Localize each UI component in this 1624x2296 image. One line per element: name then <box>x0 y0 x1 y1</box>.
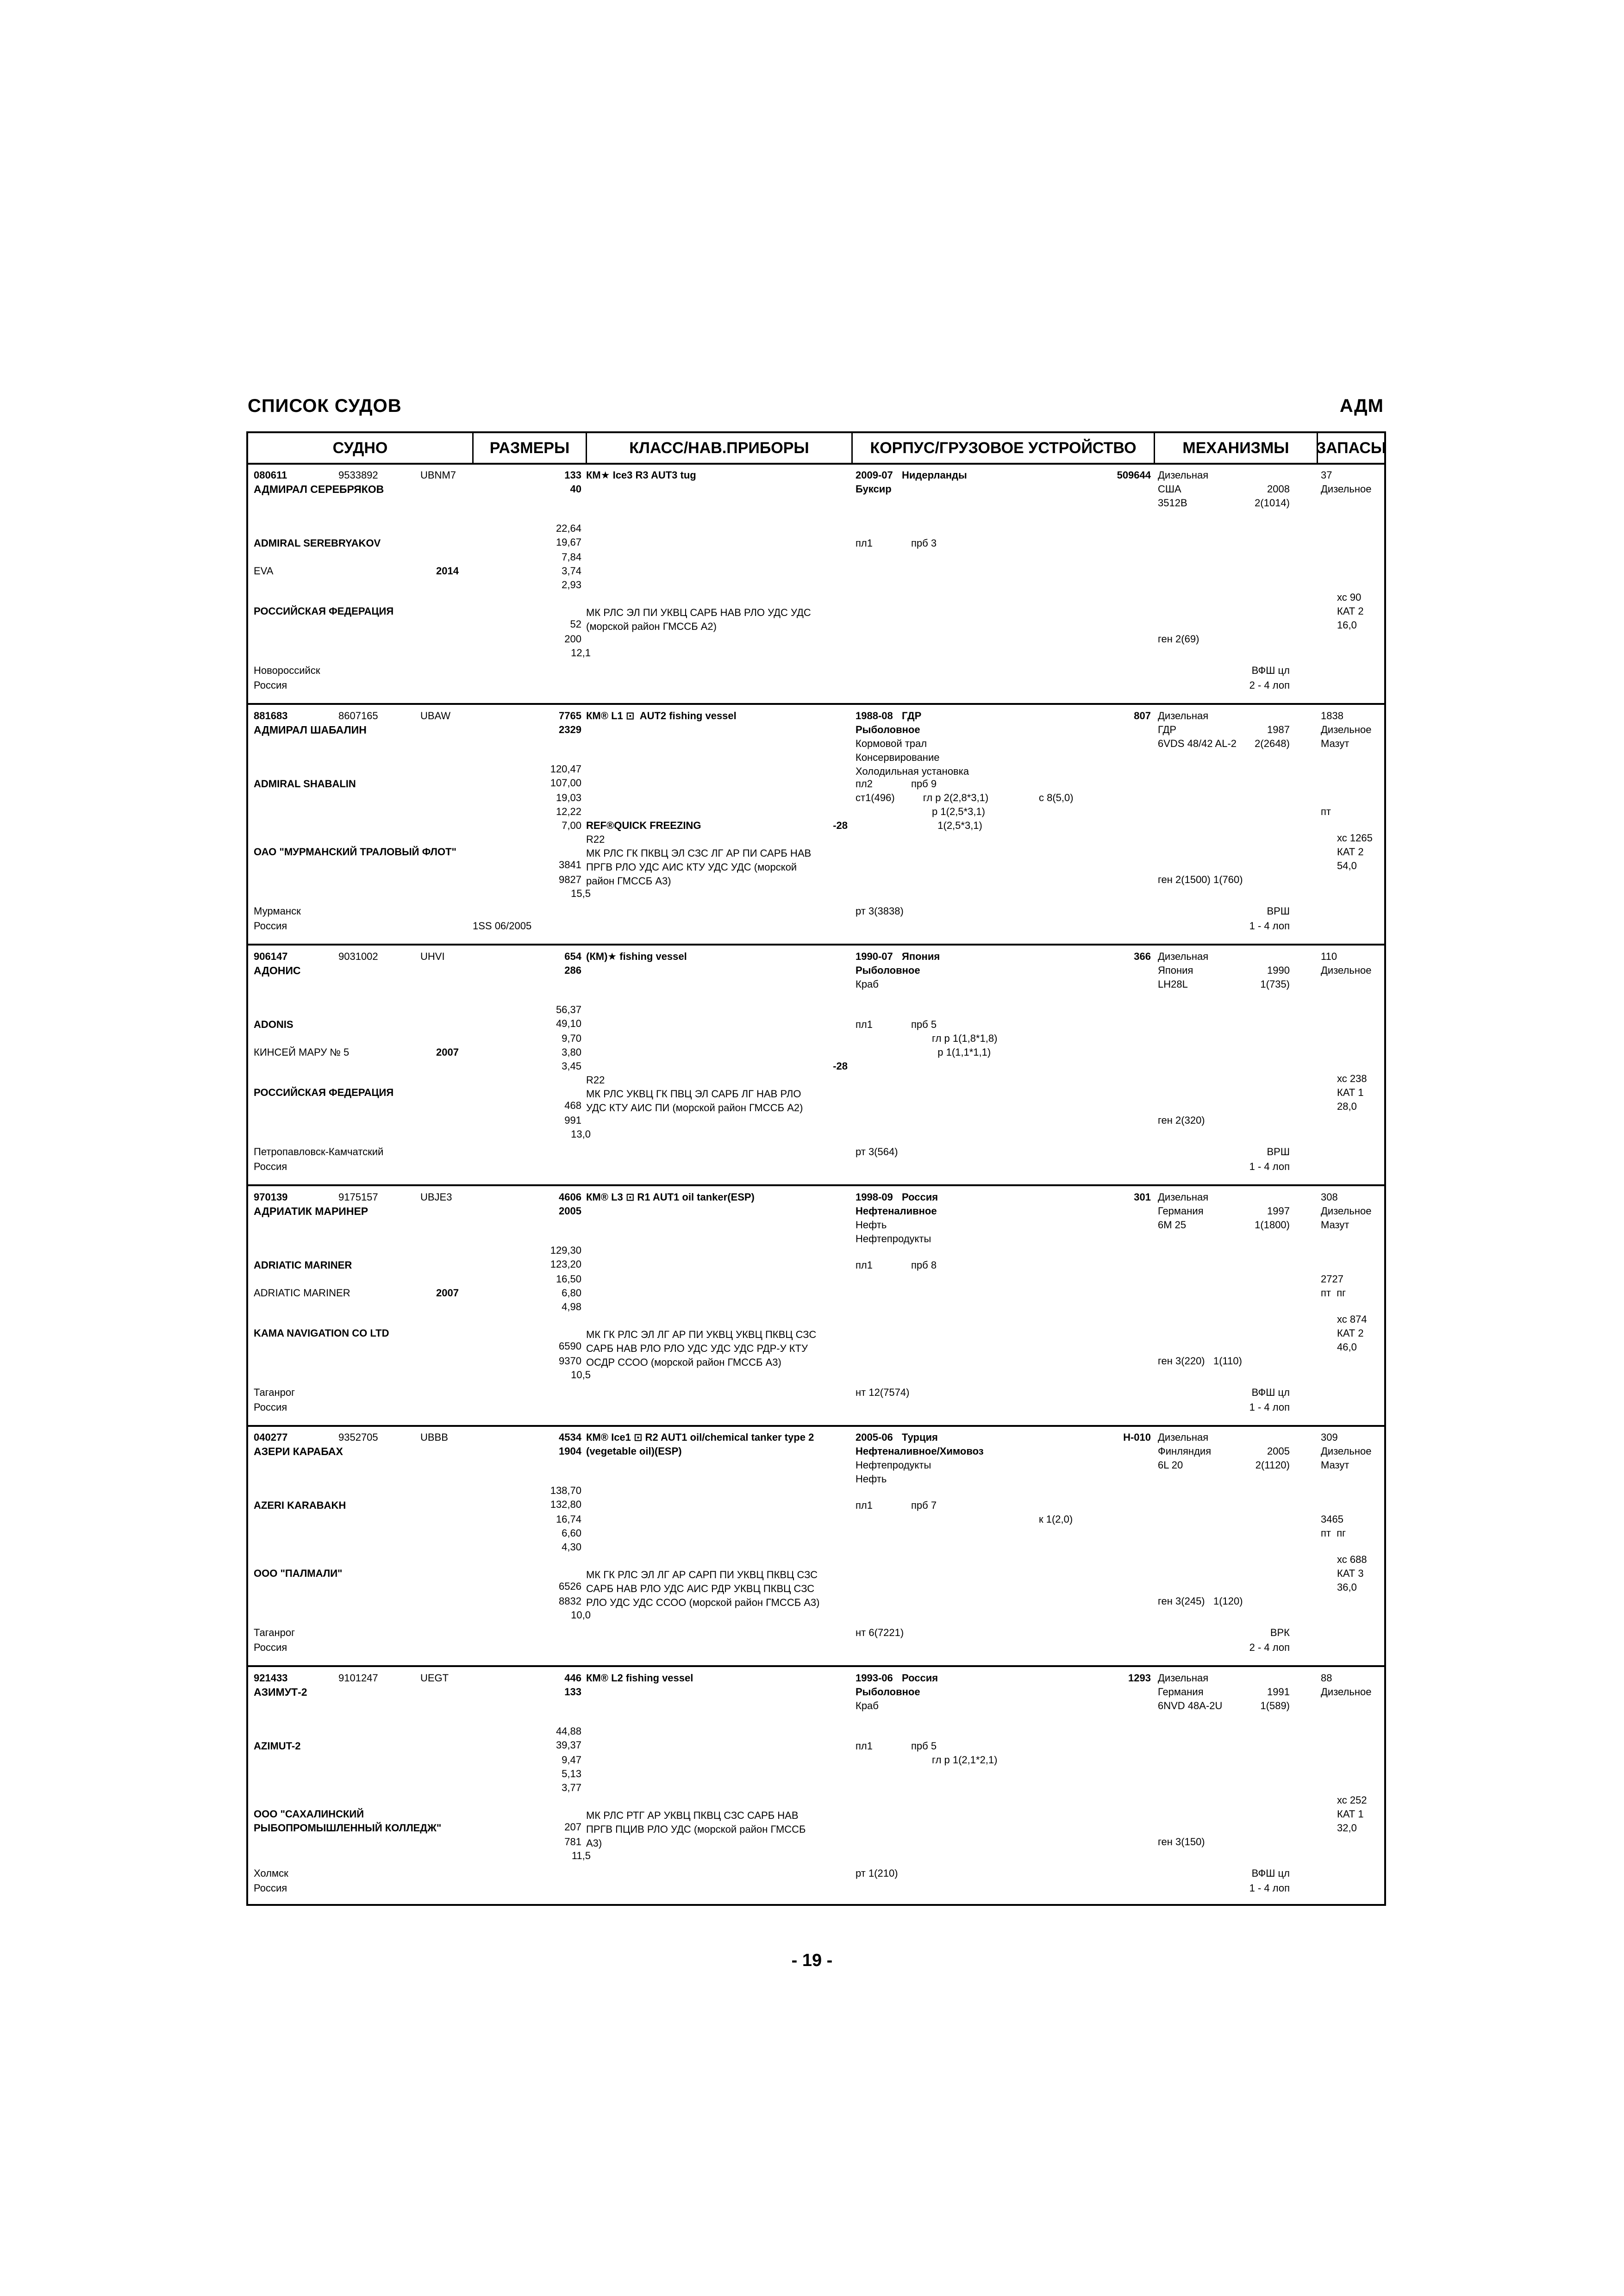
ship-engine-year: 2008 <box>1267 483 1290 495</box>
ship-propeller: ВРШ <box>1267 905 1290 917</box>
ship-former-name: EVA <box>254 565 274 577</box>
ship-dimension: 7,00 <box>562 820 581 831</box>
ship-port: Новороссийск <box>254 665 320 676</box>
ship-dimension: 2,93 <box>562 579 581 591</box>
ship-name-lat: ADRIATIC MARINER <box>254 1259 352 1271</box>
ship-dimension: 56,37 <box>556 1004 581 1015</box>
ship-xs: хс 1265 <box>1337 832 1373 844</box>
ship-owner: ООО "ПАЛМАЛИ" <box>254 1568 343 1579</box>
ship-propeller: ВФШ цл <box>1251 1387 1290 1398</box>
ship-engine-kind: Дизельная <box>1158 951 1209 962</box>
ship-hull-bottom: нт 12(7574) <box>856 1387 910 1398</box>
ship-builder-country: Турция <box>902 1431 938 1443</box>
ship-type: Нефтеналивное/Химовоз <box>856 1445 984 1457</box>
ship-dw: 468 <box>564 1100 581 1111</box>
ship-dimension: 3,80 <box>562 1046 581 1058</box>
ship-generators: ген 2(69) <box>1158 633 1199 645</box>
ship-type: Нефтеналивное <box>856 1205 937 1217</box>
ship-hull1: пл1 <box>856 1500 873 1511</box>
ship-nav: МК РЛС ЭЛ ПИ УКВЦ САРБ НАВ РЛО УДС УДС (морской район ГМССБ А2) <box>586 607 811 632</box>
ship-dw: 6526 <box>559 1580 581 1592</box>
ship-country: Россия <box>254 920 287 932</box>
ship-nt: 40 <box>570 483 581 495</box>
ship-engine-kind: Дизельная <box>1158 1191 1209 1203</box>
ship-disp: 9370 <box>559 1355 581 1367</box>
page-code: АДМ <box>1339 396 1384 416</box>
ship-name-ru: АДОНИС <box>254 964 301 977</box>
ship-hull-detail: гл р 1(1,8*1,8) р 1(1,1*1,1) <box>932 1033 998 1058</box>
ship-kat-val: 32,0 <box>1337 1822 1357 1834</box>
ship-engine-country: Финляндия <box>1158 1445 1212 1457</box>
ship-fuel-qty: 2727 <box>1321 1273 1343 1285</box>
ship-speed: 12,1 <box>571 647 591 659</box>
column-header-vessel: СУДНО <box>248 433 474 463</box>
ship-dimension: 123,20 <box>550 1258 581 1270</box>
ship-yard-no: 366 <box>1134 951 1151 962</box>
ship-hull1: пл1 <box>856 1740 873 1752</box>
ship-nt: 2005 <box>559 1205 581 1217</box>
ship-type-extra: Нефтепродукты Нефть <box>856 1459 931 1485</box>
ship-hull-bottom: рт 3(3838) <box>856 905 904 917</box>
ship-record <box>248 1187 1384 1426</box>
ship-port: Таганрог <box>254 1387 295 1398</box>
ship-port: Холмск <box>254 1867 288 1879</box>
ship-port: Петропавловск-Камчатский <box>254 1146 384 1157</box>
ship-speed: 13,0 <box>571 1128 591 1140</box>
ship-imo: 8607165 <box>338 710 378 722</box>
ship-gt: 4606 <box>559 1191 581 1203</box>
ship-build: 1990-07 <box>856 951 893 962</box>
ship-yard-no: 1293 <box>1128 1672 1151 1684</box>
ship-speed: 15,5 <box>571 888 591 899</box>
ship-hull-right: с 8(5,0) <box>1039 792 1074 803</box>
ship-gt: 446 <box>564 1672 581 1684</box>
column-header-class: КЛАСС/НАВ.ПРИБОРЫ <box>587 433 853 463</box>
ship-builder-country: Нидерланды <box>902 469 967 481</box>
ship-name-ru: АЗЕРИ КАРАБАХ <box>254 1445 343 1457</box>
ship-engine-power: 1(735) <box>1260 978 1290 990</box>
ship-record <box>248 946 1384 1185</box>
ship-callsign: UBBB <box>420 1431 448 1443</box>
ship-fuel: Дизельное <box>1321 483 1372 495</box>
ship-build: 2009-07 <box>856 469 893 481</box>
ship-fuel: Дизельное <box>1321 964 1372 976</box>
ship-engine-model: 3512B <box>1158 497 1187 509</box>
ship-kat: КАТ 3 <box>1337 1568 1364 1579</box>
ship-engine-power: 1(589) <box>1260 1700 1290 1711</box>
ship-name-ru: АДМИРАЛ ШАБАЛИН <box>254 724 367 736</box>
ship-gt: 4534 <box>559 1431 581 1443</box>
ship-reg: 881683 <box>254 710 288 722</box>
ship-type-extra: Кормовой трал Консервирование Холодильная установка <box>856 738 969 777</box>
ship-hull-bottom: рт 3(564) <box>856 1146 898 1157</box>
ship-callsign: UBAW <box>420 710 451 722</box>
ship-dimension: 132,80 <box>550 1499 581 1510</box>
ship-callsign: UHVI <box>420 951 445 962</box>
ship-nav: МК РЛС РТГ АР УКВЦ ПКВЦ СЗС САРБ НАВ ПРГВ ПЦИВ РЛО УДС (морской район ГМССБ А3) <box>586 1810 806 1849</box>
ship-reg: 040277 <box>254 1431 288 1443</box>
ship-blades: 2 - 4 лоп <box>1249 1642 1290 1653</box>
ship-nt: 286 <box>564 964 581 976</box>
ship-disp: 991 <box>564 1114 581 1126</box>
ship-dw: 52 <box>570 618 581 630</box>
ship-name-ru: АДРИАТИК МАРИНЕР <box>254 1205 369 1217</box>
ship-generators: ген 2(1500) 1(760) <box>1158 874 1243 885</box>
ship-region: R22 <box>586 834 605 845</box>
ship-speed: 10,5 <box>571 1369 591 1381</box>
ship-engine-model: 6L 20 <box>1158 1459 1183 1471</box>
ship-engine-country: Германия <box>1158 1686 1204 1698</box>
ship-builder-country: ГДР <box>902 710 922 722</box>
ship-dimension: 3,45 <box>562 1060 581 1072</box>
ship-gt: 133 <box>564 469 581 481</box>
ship-record <box>248 1668 1384 1907</box>
record-divider <box>248 703 1384 705</box>
ship-former-name: ADRIATIC MARINER <box>254 1287 350 1299</box>
ship-class: КМ® L2 fishing vessel <box>586 1672 693 1684</box>
ship-blades: 1 - 4 лоп <box>1249 1161 1290 1172</box>
ship-class: (КМ)★ fishing vessel <box>586 951 687 962</box>
ship-dimension: 3,77 <box>562 1782 581 1793</box>
ship-hull-bottom: нт 6(7221) <box>856 1627 904 1638</box>
ship-dimension: 129,30 <box>550 1244 581 1256</box>
ship-engine-power: 2(1120) <box>1255 1459 1290 1471</box>
ship-gt: 654 <box>564 951 581 962</box>
ship-class: КМ® L3 ⊡ R1 AUT1 oil tanker(ESP) <box>586 1191 755 1203</box>
ship-nav: МК ГК РЛС ЭЛ ЛГ АР САРП ПИ УКВЦ ПКВЦ СЗС САРБ НАВ РЛО УДС АИС РДР УКВЦ ПКВЦ СЗС РЛО УДС УДС ССОО (морской район ГМССБ А3) <box>586 1569 820 1608</box>
ship-crew: 37 <box>1321 469 1332 481</box>
ship-hull1b: прб 3 <box>911 537 937 549</box>
ship-hull-right: к 1(2,0) <box>1039 1513 1073 1525</box>
ship-engine-kind: Дизельная <box>1158 1431 1209 1443</box>
ship-dimension: 7,84 <box>562 551 581 563</box>
ship-propeller: ВРК <box>1270 1627 1290 1638</box>
ship-fuel: Дизельное <box>1321 1205 1372 1217</box>
ship-propeller: ВФШ цл <box>1251 1867 1290 1879</box>
ship-build: 2005-06 <box>856 1431 893 1443</box>
ship-class: КМ® Ice1 ⊡ R2 AUT1 oil/chemical tanker type 2 (vegetable oil)(ESP) <box>586 1431 814 1457</box>
ship-dimension: 16,74 <box>556 1513 581 1525</box>
ship-pt: пт пг <box>1321 1287 1346 1299</box>
ship-owner: KAMA NAVIGATION CO LTD <box>254 1327 389 1339</box>
ship-callsign: UEGT <box>420 1672 449 1684</box>
ship-xs: хс 874 <box>1337 1313 1367 1325</box>
ship-type-extra: Краб <box>856 1700 879 1711</box>
ship-disp: 200 <box>564 633 581 645</box>
ship-country: Россия <box>254 1642 287 1653</box>
ship-generators: ген 2(320) <box>1158 1114 1205 1126</box>
ship-former-year: 2007 <box>436 1287 459 1299</box>
ship-hull1b: прб 7 <box>911 1500 937 1511</box>
ship-kat-val: 36,0 <box>1337 1581 1357 1593</box>
ship-country: Россия <box>254 1401 287 1413</box>
ship-xs: хс 688 <box>1337 1554 1367 1565</box>
ship-record <box>248 1427 1384 1666</box>
ship-fuel: Дизельное <box>1321 1686 1372 1698</box>
ship-speed: 10,0 <box>571 1609 591 1621</box>
ship-fuel-qty: 3465 <box>1321 1513 1343 1525</box>
record-divider <box>248 944 1384 946</box>
ship-table <box>246 431 1386 1906</box>
ship-yard-no: 301 <box>1134 1191 1151 1203</box>
ship-engine-kind: Дизельная <box>1158 1672 1209 1684</box>
ship-disp: 781 <box>564 1836 581 1848</box>
ship-type-extra: Краб <box>856 978 879 990</box>
ship-builder-country: Япония <box>902 951 940 962</box>
ship-kat-val: 28,0 <box>1337 1101 1357 1112</box>
ship-former-year: 2007 <box>436 1046 459 1058</box>
ship-hull1b: прб 8 <box>911 1259 937 1271</box>
ship-former-name: КИНСЕЙ МАРУ № 5 <box>254 1046 350 1058</box>
ship-engine-model: LH28L <box>1158 978 1188 990</box>
ship-name-lat: ADONIS <box>254 1019 294 1030</box>
ship-dimension: 39,37 <box>556 1739 581 1751</box>
ship-yard-no: H-010 <box>1123 1431 1151 1443</box>
ship-engine-kind: Дизельная <box>1158 710 1209 722</box>
ship-region: R22 <box>586 1074 605 1086</box>
ship-generators: ген 3(220) 1(110) <box>1158 1355 1242 1367</box>
ship-kat-val: 54,0 <box>1337 860 1357 871</box>
ship-engine-country: Япония <box>1158 964 1193 976</box>
ship-crew: 309 <box>1321 1431 1338 1443</box>
ship-engine-year: 1991 <box>1267 1686 1290 1698</box>
ship-nav: МК РЛС УКВЦ ГК ПВЦ ЭЛ САРБ ЛГ НАВ РЛО УДС КТУ АИС ПИ (морской район ГМССБ А2) <box>586 1088 803 1114</box>
ship-hull1: пл1 <box>856 1019 873 1030</box>
ship-name-lat: AZIMUT-2 <box>254 1740 301 1752</box>
ship-dimension: 107,00 <box>550 777 581 789</box>
ship-yard-no: 509644 <box>1117 469 1151 481</box>
ship-country: Россия <box>254 1161 287 1172</box>
record-divider <box>248 1665 1384 1667</box>
ship-kat-val: 46,0 <box>1337 1341 1357 1353</box>
ship-kat: КАТ 2 <box>1337 846 1364 858</box>
ship-crew: 88 <box>1321 1672 1332 1684</box>
column-header-machinery: МЕХАНИЗМЫ <box>1155 433 1318 463</box>
ship-nt: 2329 <box>559 724 581 735</box>
ship-port: Таганрог <box>254 1627 295 1638</box>
ship-fuel2: Мазут <box>1321 1219 1349 1231</box>
ship-type: Рыболовное <box>856 724 920 735</box>
ship-crew: 110 <box>1321 951 1337 962</box>
ship-reg: 080611 <box>254 469 287 481</box>
ship-hull-bottom: рт 1(210) <box>856 1867 898 1879</box>
ship-name-ru: АЗИМУТ-2 <box>254 1686 307 1698</box>
ship-propeller: ВФШ цл <box>1251 665 1290 676</box>
ship-owner: ОАО "МУРМАНСКИЙ ТРАЛОВЫЙ ФЛОТ" <box>254 846 456 858</box>
page-title: СПИСОК СУДОВ <box>248 396 402 416</box>
ship-dimension: 6,80 <box>562 1287 581 1299</box>
ship-hull1b: прб 5 <box>911 1019 937 1030</box>
ship-dimension: 5,13 <box>562 1768 581 1780</box>
ship-dimension: 16,50 <box>556 1273 581 1285</box>
ship-gt: 7765 <box>559 710 581 722</box>
ship-record <box>248 705 1384 945</box>
ship-type-extra: Нефть Нефтепродукты <box>856 1219 931 1244</box>
ship-engine-model: 6NVD 48A-2U <box>1158 1700 1223 1711</box>
ship-engine-power: 2(1014) <box>1255 497 1290 509</box>
ship-nav: МК РЛС ГК ПКВЦ ЭЛ СЗС ЛГ АР ПИ САРБ НАВ ПРГВ РЛО УДС АИС КТУ УДС УДС (морской район ГМССБ А3) <box>586 847 812 887</box>
ship-blades: 1 - 4 лоп <box>1249 920 1290 932</box>
ship-name-lat: ADMIRAL SEREBRYAKOV <box>254 537 381 549</box>
ship-blades: 1 - 4 лоп <box>1249 1882 1290 1894</box>
ship-engine-country: Германия <box>1158 1205 1204 1217</box>
ship-port: Мурманск <box>254 905 301 917</box>
ship-xs: хс 252 <box>1337 1794 1367 1806</box>
ship-ice-temp: -28 <box>833 1060 848 1072</box>
ship-propeller: ВРШ <box>1267 1146 1290 1157</box>
ship-engine-year: 1990 <box>1267 964 1290 976</box>
ship-xs: хс 238 <box>1337 1073 1367 1084</box>
ship-pt: пт <box>1321 806 1331 817</box>
ship-callsign: UBJE3 <box>420 1191 452 1203</box>
column-header-hull: КОРПУС/ГРУЗОВОЕ УСТРОЙСТВО <box>853 433 1155 463</box>
ship-build: 1998-09 <box>856 1191 893 1203</box>
ship-crew: 1838 <box>1321 710 1343 722</box>
ship-blades: 1 - 4 лоп <box>1249 1401 1290 1413</box>
ship-dimension: 22,64 <box>556 523 581 534</box>
ship-imo: 9352705 <box>338 1431 378 1443</box>
ship-refclass: REF®QUICK FREEZING <box>586 820 701 831</box>
ship-owner: РОССИЙСКАЯ ФЕДЕРАЦИЯ <box>254 1087 394 1098</box>
ship-dimension: 9,70 <box>562 1033 581 1044</box>
ship-dw: 3841 <box>559 859 581 871</box>
ship-name-lat: ADMIRAL SHABALIN <box>254 778 356 790</box>
ship-hull1: пл1 <box>856 537 873 549</box>
ship-reg: 921433 <box>254 1672 288 1684</box>
ship-dimension: 6,60 <box>562 1527 581 1539</box>
ship-type: Рыболовное <box>856 964 920 976</box>
ship-class: КМ★ Ice3 R3 AUT3 tug <box>586 469 696 481</box>
ship-engine-year: 2005 <box>1267 1445 1290 1457</box>
ship-fuel: Дизельное <box>1321 724 1372 735</box>
ship-dimension: 4,98 <box>562 1301 581 1313</box>
ship-disp: 9827 <box>559 874 581 885</box>
ship-engine-year: 1997 <box>1267 1205 1290 1217</box>
page-number: - 19 - <box>791 1951 833 1970</box>
ship-engine-power: 2(2648) <box>1255 738 1290 749</box>
ship-fuel2: Мазут <box>1321 738 1349 749</box>
ship-engine-model: 6M 25 <box>1158 1219 1187 1231</box>
ship-dimension: 9,47 <box>562 1754 581 1766</box>
ship-nt: 133 <box>564 1686 581 1698</box>
ship-engine-country: США <box>1158 483 1181 495</box>
ship-dimension: 49,10 <box>556 1018 581 1029</box>
ship-dimension: 120,47 <box>550 763 581 775</box>
ship-former-year: 2014 <box>436 565 459 577</box>
column-header-stores: ЗАПАСЫ <box>1316 439 1387 457</box>
record-divider <box>248 1184 1384 1186</box>
ship-pt: пт пг <box>1321 1527 1346 1539</box>
ship-hull1: пл1 <box>856 1259 873 1271</box>
ship-hull1b: прб 5 <box>911 1740 937 1752</box>
ship-xs: хс 90 <box>1337 591 1362 603</box>
ship-ice-temp: -28 <box>833 820 848 831</box>
ship-generators: ген 3(150) <box>1158 1836 1205 1848</box>
ship-type: Буксир <box>856 483 892 495</box>
ship-crew: 308 <box>1321 1191 1338 1203</box>
ship-build: 1993-06 <box>856 1672 893 1684</box>
ship-dimension: 44,88 <box>556 1725 581 1737</box>
ship-country: Россия <box>254 679 287 691</box>
ship-kat: КАТ 2 <box>1337 605 1364 617</box>
ship-dimension: 3,74 <box>562 565 581 577</box>
ship-dimension: 4,30 <box>562 1541 581 1553</box>
ship-blades: 2 - 4 лоп <box>1249 679 1290 691</box>
column-header-dimensions: РАЗМЕРЫ <box>474 433 587 463</box>
ship-kat: КАТ 1 <box>1337 1808 1364 1820</box>
ship-country: Россия <box>254 1882 287 1894</box>
ship-dimension: 12,22 <box>556 806 581 817</box>
ship-owner: ООО "САХАЛИНСКИЙ РЫБОПРОМЫШЛЕННЫЙ КОЛЛЕДЖ" <box>254 1808 442 1834</box>
ship-dimension: 19,67 <box>556 536 581 548</box>
ship-disp: 8832 <box>559 1595 581 1607</box>
ship-builder-country: Россия <box>902 1191 938 1203</box>
ship-dw: 207 <box>564 1821 581 1833</box>
ship-engine-year: 1987 <box>1267 724 1290 735</box>
ship-nav: МК ГК РЛС ЭЛ ЛГ АР ПИ УКВЦ УКВЦ ПКВЦ СЗС САРБ НАВ РЛО РЛО УДС УДС УДС РДР-У КТУ ОСДР ССОО (морской район ГМССБ А3) <box>586 1329 817 1368</box>
ship-imo: 9101247 <box>338 1672 378 1684</box>
ship-engine-kind: Дизельная <box>1158 469 1209 481</box>
ship-reg: 970139 <box>254 1191 288 1203</box>
ship-callsign: UBNM7 <box>420 469 456 481</box>
ship-builder-country: Россия <box>902 1672 938 1684</box>
ship-fuel: Дизельное <box>1321 1445 1372 1457</box>
ship-hull-detail: гл р 1(2,1*2,1) <box>856 1754 998 1766</box>
ship-imo: 9175157 <box>338 1191 378 1203</box>
ship-generators: ген 3(245) 1(120) <box>1158 1595 1243 1607</box>
ship-build: 1988-08 <box>856 710 893 722</box>
ship-class: КМ® L1 ⊡ AUT2 fishing vessel <box>586 710 737 722</box>
ship-engine-model: 6VDS 48/42 AL-2 <box>1158 738 1237 749</box>
ship-dimension: 138,70 <box>550 1485 581 1496</box>
ship-dw: 6590 <box>559 1340 581 1352</box>
ship-kat-val: 16,0 <box>1337 619 1357 631</box>
ship-hull1b: прб 9 <box>911 778 937 790</box>
ship-survey: 1SS 06/2005 <box>473 920 532 932</box>
ship-engine-country: ГДР <box>1158 724 1177 735</box>
ship-hull1: пл2 <box>856 778 873 790</box>
ship-record <box>248 465 1384 704</box>
ship-engine-power: 1(1800) <box>1255 1219 1290 1231</box>
ship-fuel2: Мазут <box>1321 1459 1349 1471</box>
ship-yard-no: 807 <box>1134 710 1151 722</box>
ship-name-lat: AZERI KARABAKH <box>254 1500 346 1511</box>
ship-owner: РОССИЙСКАЯ ФЕДЕРАЦИЯ <box>254 605 394 617</box>
ship-dimension: 19,03 <box>556 792 581 803</box>
ship-nt: 1904 <box>559 1445 581 1457</box>
ship-name-ru: АДМИРАЛ СЕРЕБРЯКОВ <box>254 483 384 495</box>
ship-imo: 9031002 <box>338 951 378 962</box>
ship-reg: 906147 <box>254 951 288 962</box>
ship-kat: КАТ 2 <box>1337 1327 1364 1339</box>
ship-hull-detail: ст1(496) гл р 2(2,8*3,1) р 1(2,5*3,1) 1(2,5*3,1) <box>856 792 989 831</box>
ship-kat: КАТ 1 <box>1337 1087 1364 1098</box>
ship-type: Рыболовное <box>856 1686 920 1698</box>
ship-imo: 9533892 <box>338 469 378 481</box>
ship-speed: 11,5 <box>571 1850 591 1861</box>
